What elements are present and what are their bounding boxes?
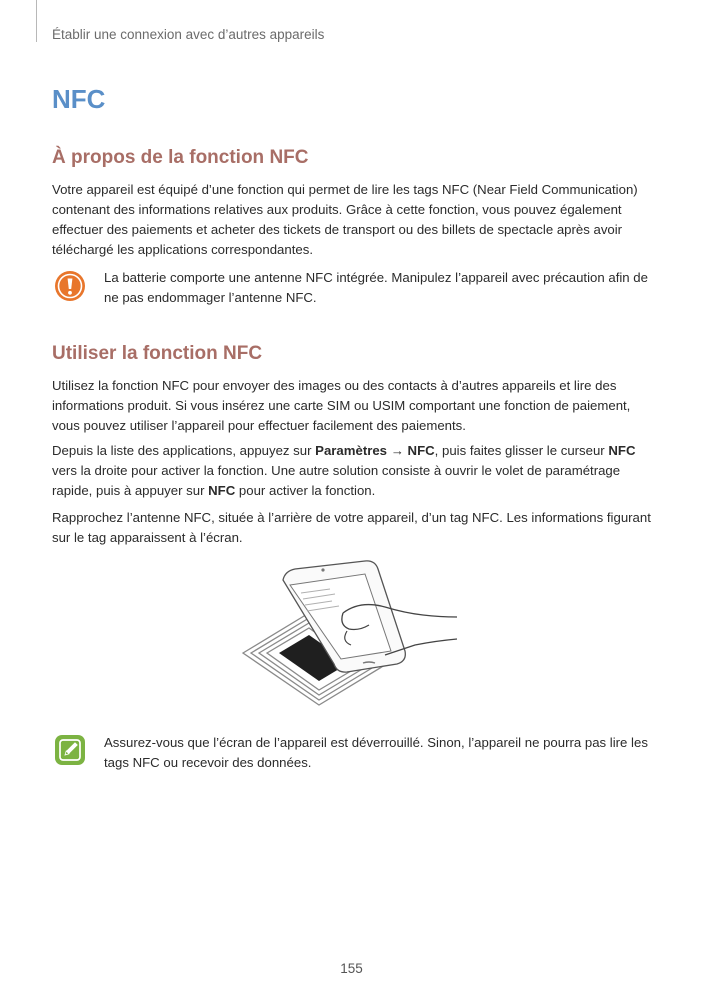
use-paragraph-1: Utilisez la fonction NFC pour envoyer des images ou des contacts à d’autres appareils et lire des informations produit. Si vous insérez une carte SIM ou USIM comportant une fonction de paiement, vous pouvez utiliser l’appareil pour effectuer facilement des paiements. — [52, 378, 631, 433]
page-number: 155 — [340, 961, 363, 976]
use-paragraph-3: Rapprochez l’antenne NFC, située à l’arrière de votre appareil, d’un tag NFC. Les informations figurant sur le tag apparaissent à l’écran. — [52, 510, 651, 545]
p2-text-4: vers la droite pour activer la fonction. Une autre solution consiste à ouvrir le volet de paramétrage rapide, puis à appuyer sur — [52, 463, 621, 498]
nfc-keyword: NFC — [208, 483, 236, 498]
chapter-title: NFC — [52, 84, 106, 114]
caution-note: La batterie comporte une antenne NFC intégrée. Manipulez l’appareil avec précaution afin de ne pas endommager l’antenne NFC. — [104, 270, 648, 305]
nfc-keyword: NFC — [407, 443, 435, 458]
section-title-about: À propos de la fonction NFC — [52, 147, 309, 168]
settings-keyword: Paramètres — [315, 443, 388, 458]
use-paragraph-2 — [52, 441, 657, 501]
margin-rule — [36, 0, 37, 42]
nfc-keyword: NFC — [608, 443, 636, 458]
p2-text-2: → — [387, 443, 408, 458]
p2-text-5: pour activer la fonction. — [235, 483, 376, 498]
exclamation-warning-icon — [54, 270, 86, 302]
about-paragraph: Votre appareil est équipé d’une fonction qui permet de lire les tags NFC (Near Field Communication) contenant des informations relatives aux produits. Grâce à cette fonction, vous pouvez également effectuer des paiements et acheter des tickets de transport ou des billets de spectacle après avoir téléchargé les applications correspondantes. — [52, 182, 638, 257]
pencil-note-icon — [54, 734, 86, 766]
tip-note: Assurez-vous que l’écran de l’appareil est déverrouillé. Sinon, l’appareil ne pourra pas lire les tags NFC ou recevoir des données. — [104, 735, 648, 770]
p2-text-3: , puis faites glisser le curseur — [434, 443, 609, 458]
nfc-phone-tag-illustration — [235, 555, 460, 715]
section-title-use: Utiliser la fonction NFC — [52, 343, 263, 364]
p2-text-1: Depuis la liste des applications, appuyez sur — [52, 443, 316, 458]
running-header: Établir une connexion avec d’autres appareils — [52, 27, 325, 42]
